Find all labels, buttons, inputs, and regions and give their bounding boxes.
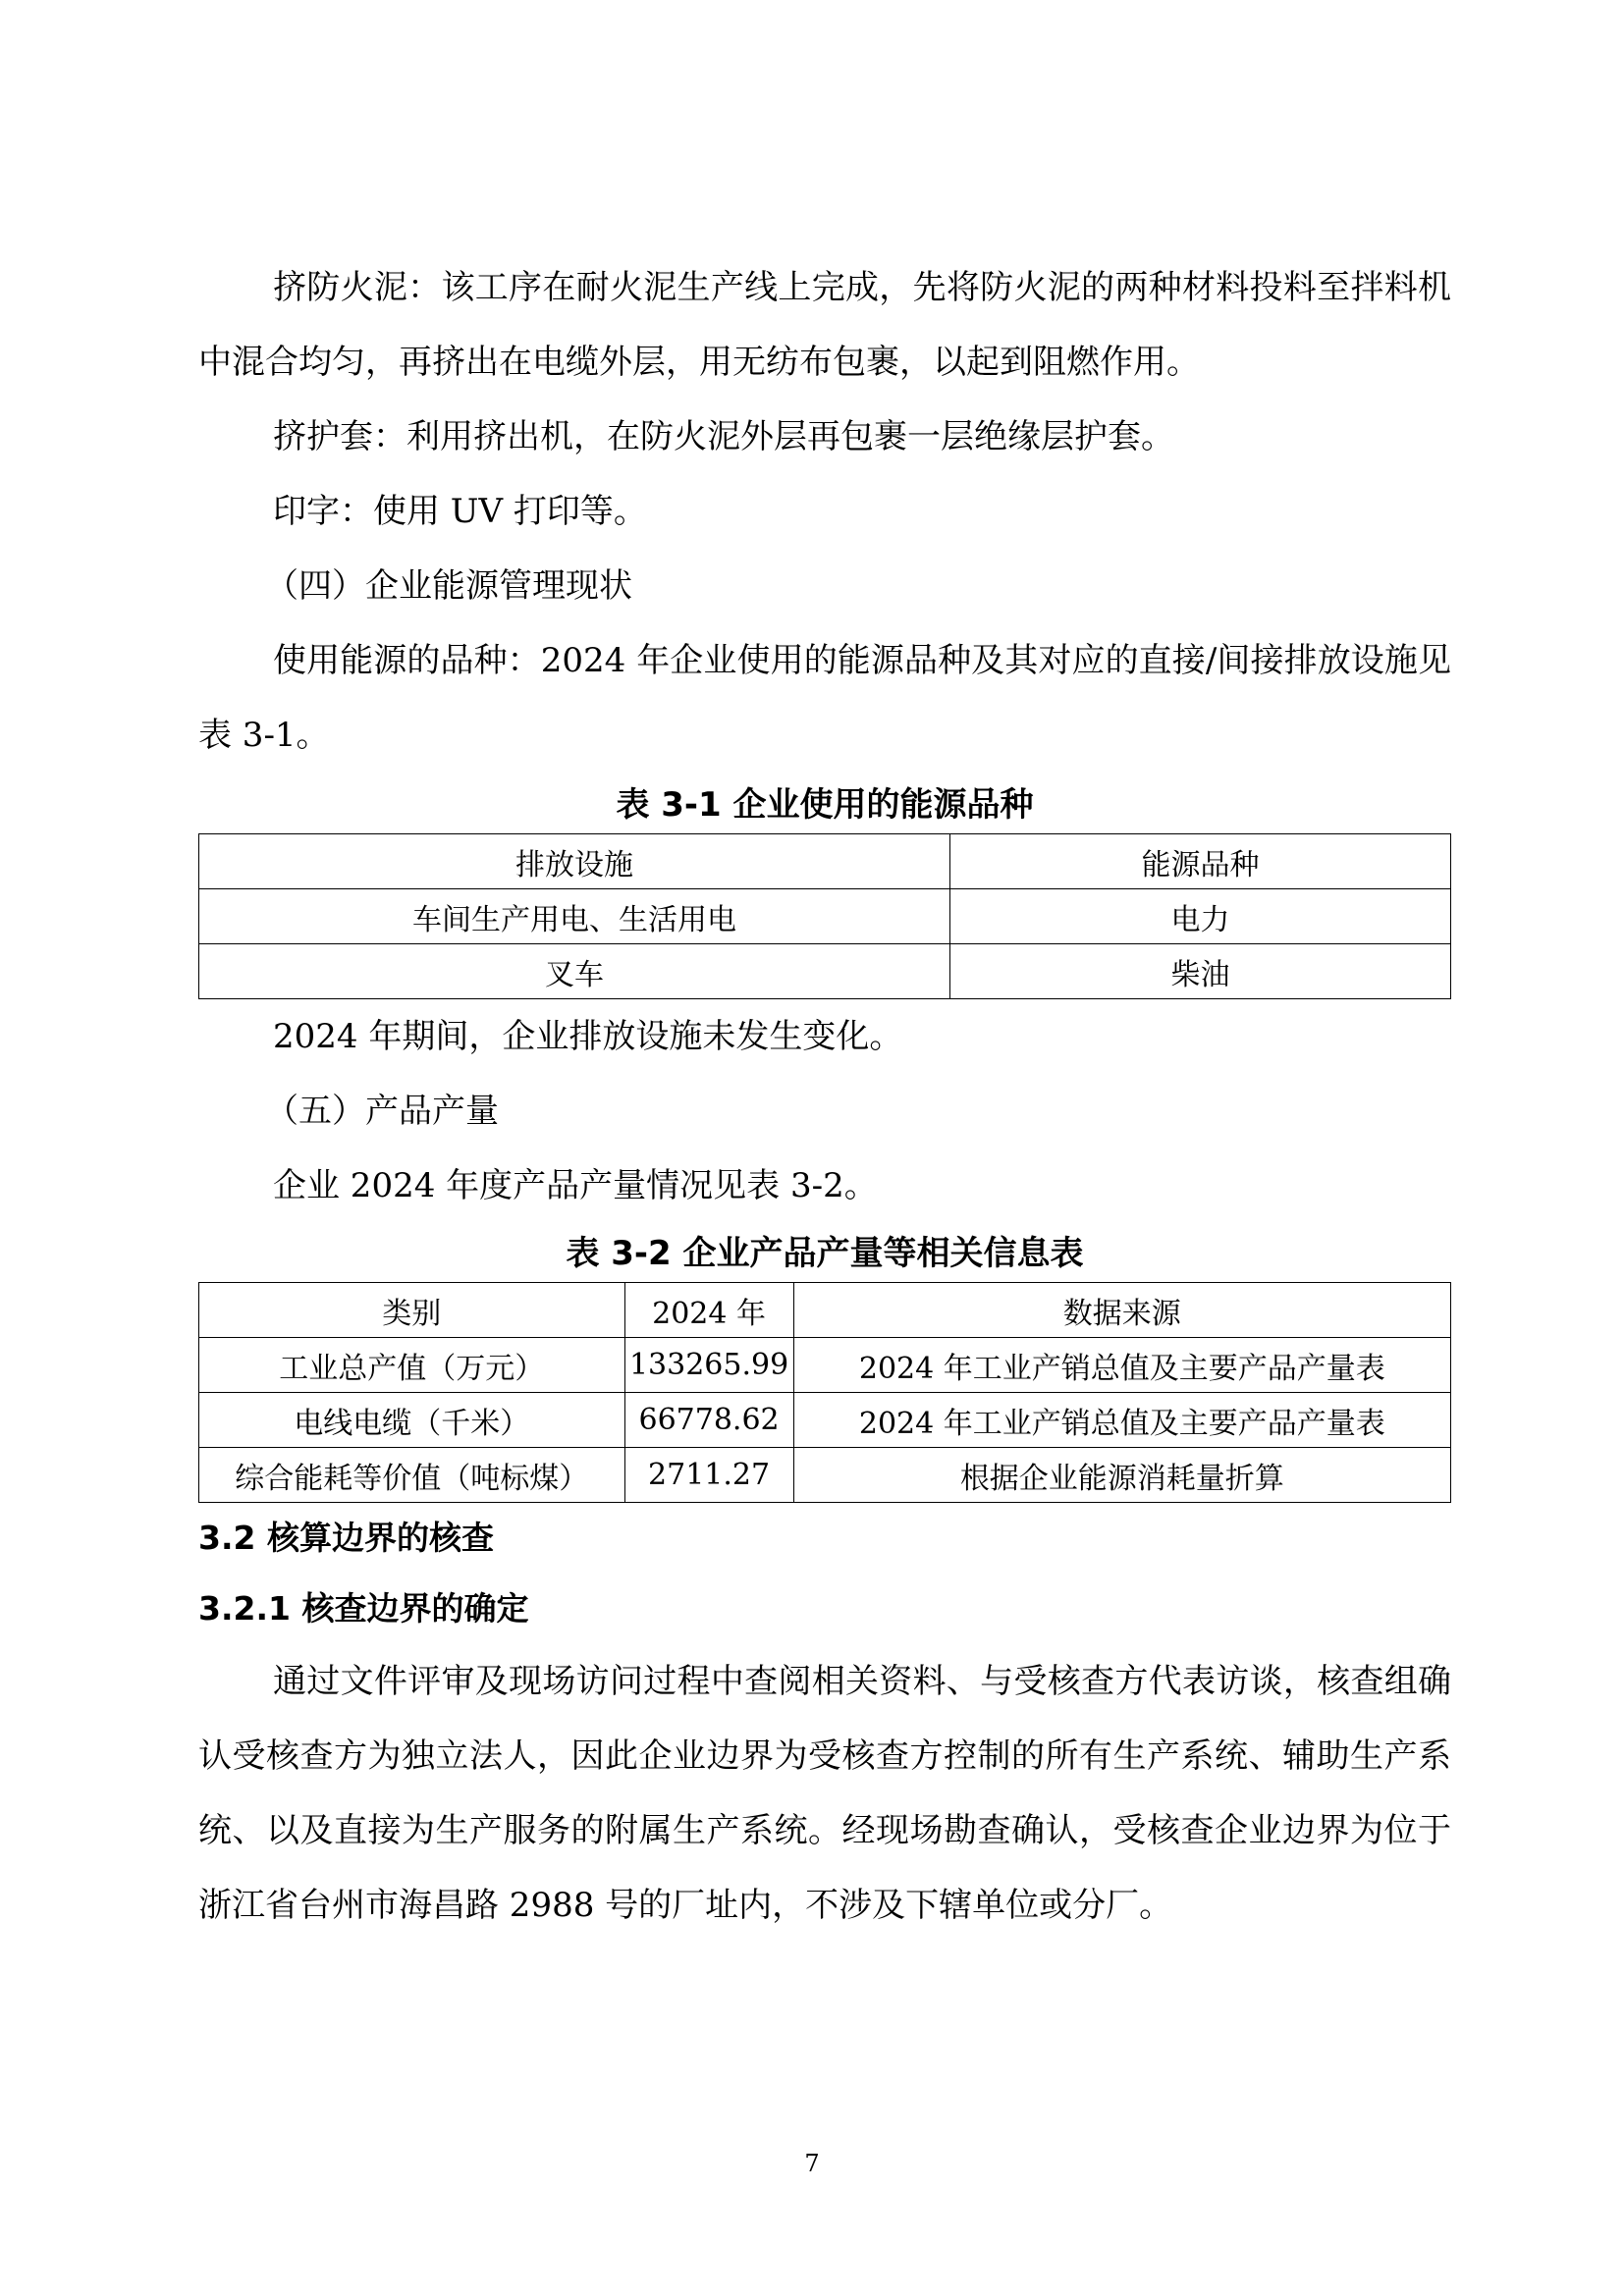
document-page (198, 250, 1451, 1943)
page-number: 7 (804, 2150, 820, 2177)
table-header-cell: 数据来源 (793, 1283, 1450, 1338)
section-heading-3-2-1: 3.2.1 核查边界的确定 (198, 1589, 529, 1628)
table-cell: 133265.99 (624, 1338, 793, 1393)
table-cell: 工业总产值（万元） (199, 1338, 625, 1393)
table-header-cell: 2024 年 (624, 1283, 793, 1338)
table-cell: 66778.62 (624, 1393, 793, 1448)
paragraph-no-change: 2024 年期间，企业排放设施未发生变化。 (273, 1017, 903, 1056)
paragraph-energy-types: 使用能源的品种：2024 年企业使用的能源品种及其对应的直接/间接排放设施见表 3-1。 (198, 641, 1451, 755)
paragraph-boundary: 通过文件评审及现场访问过程中查阅相关资料、与受核查方代表访谈，核查组确认受核查方为独立法人，因此企业边界为受核查方控制的所有生产系统、辅助生产系统、以及直接为生产服务的附属生产系统。经现场勘查确认，受核查企业边界为位于浙江省台州市海昌路 2988 号的厂址内，不涉及下辖单位或分厂。 (198, 1662, 1451, 1925)
table-row (199, 1448, 1451, 1503)
table-product-output (198, 1282, 1451, 1503)
table-row (199, 1338, 1451, 1393)
table-header-row (199, 1283, 1451, 1338)
table-cell: 根据企业能源消耗量折算 (793, 1448, 1450, 1503)
section-heading-3-2: 3.2 核算边界的核查 (198, 1519, 494, 1557)
table-cell: 综合能耗等价值（吨标煤） (199, 1448, 625, 1503)
table-cell: 电力 (950, 889, 1451, 944)
table-header-cell: 类别 (199, 1283, 625, 1338)
table-header-cell: 排放设施 (199, 834, 950, 889)
table-cell: 叉车 (199, 944, 950, 999)
table-row (199, 889, 1451, 944)
heading-energy-management: （四）企业能源管理现状 (265, 566, 632, 606)
table-header-cell: 能源品种 (950, 834, 1451, 889)
table-cell: 2024 年工业产销总值及主要产品产量表 (793, 1393, 1450, 1448)
table-header-row (199, 834, 1451, 889)
table1-caption: 表 3-1 企业使用的能源品种 (616, 785, 1034, 825)
table2-caption: 表 3-2 企业产品产量等相关信息表 (566, 1234, 1084, 1273)
table-cell: 车间生产用电、生活用电 (199, 889, 950, 944)
paragraph-printing: 印字：使用 UV 打印等。 (273, 492, 647, 531)
paragraph-sheath: 挤护套：利用挤出机，在防火泥外层再包裹一层绝缘层护套。 (273, 417, 1174, 456)
table-cell: 柴油 (950, 944, 1451, 999)
table-cell: 电线电缆（千米） (199, 1393, 625, 1448)
table-cell: 2711.27 (624, 1448, 793, 1503)
heading-product-output: （五）产品产量 (265, 1092, 499, 1131)
paragraph-fire-mud: 挤防火泥：该工序在耐火泥生产线上完成，先将防火泥的两种材料投料至拌料机中混合均匀，再挤出在电缆外层，用无纺布包裹，以起到阻燃作用。 (198, 268, 1451, 382)
paragraph-output-ref: 企业 2024 年度产品产量情况见表 3-2。 (273, 1166, 878, 1205)
table-energy-types (198, 833, 1451, 999)
table-row (199, 944, 1451, 999)
table-cell: 2024 年工业产销总值及主要产品产量表 (793, 1338, 1450, 1393)
table-row (199, 1393, 1451, 1448)
